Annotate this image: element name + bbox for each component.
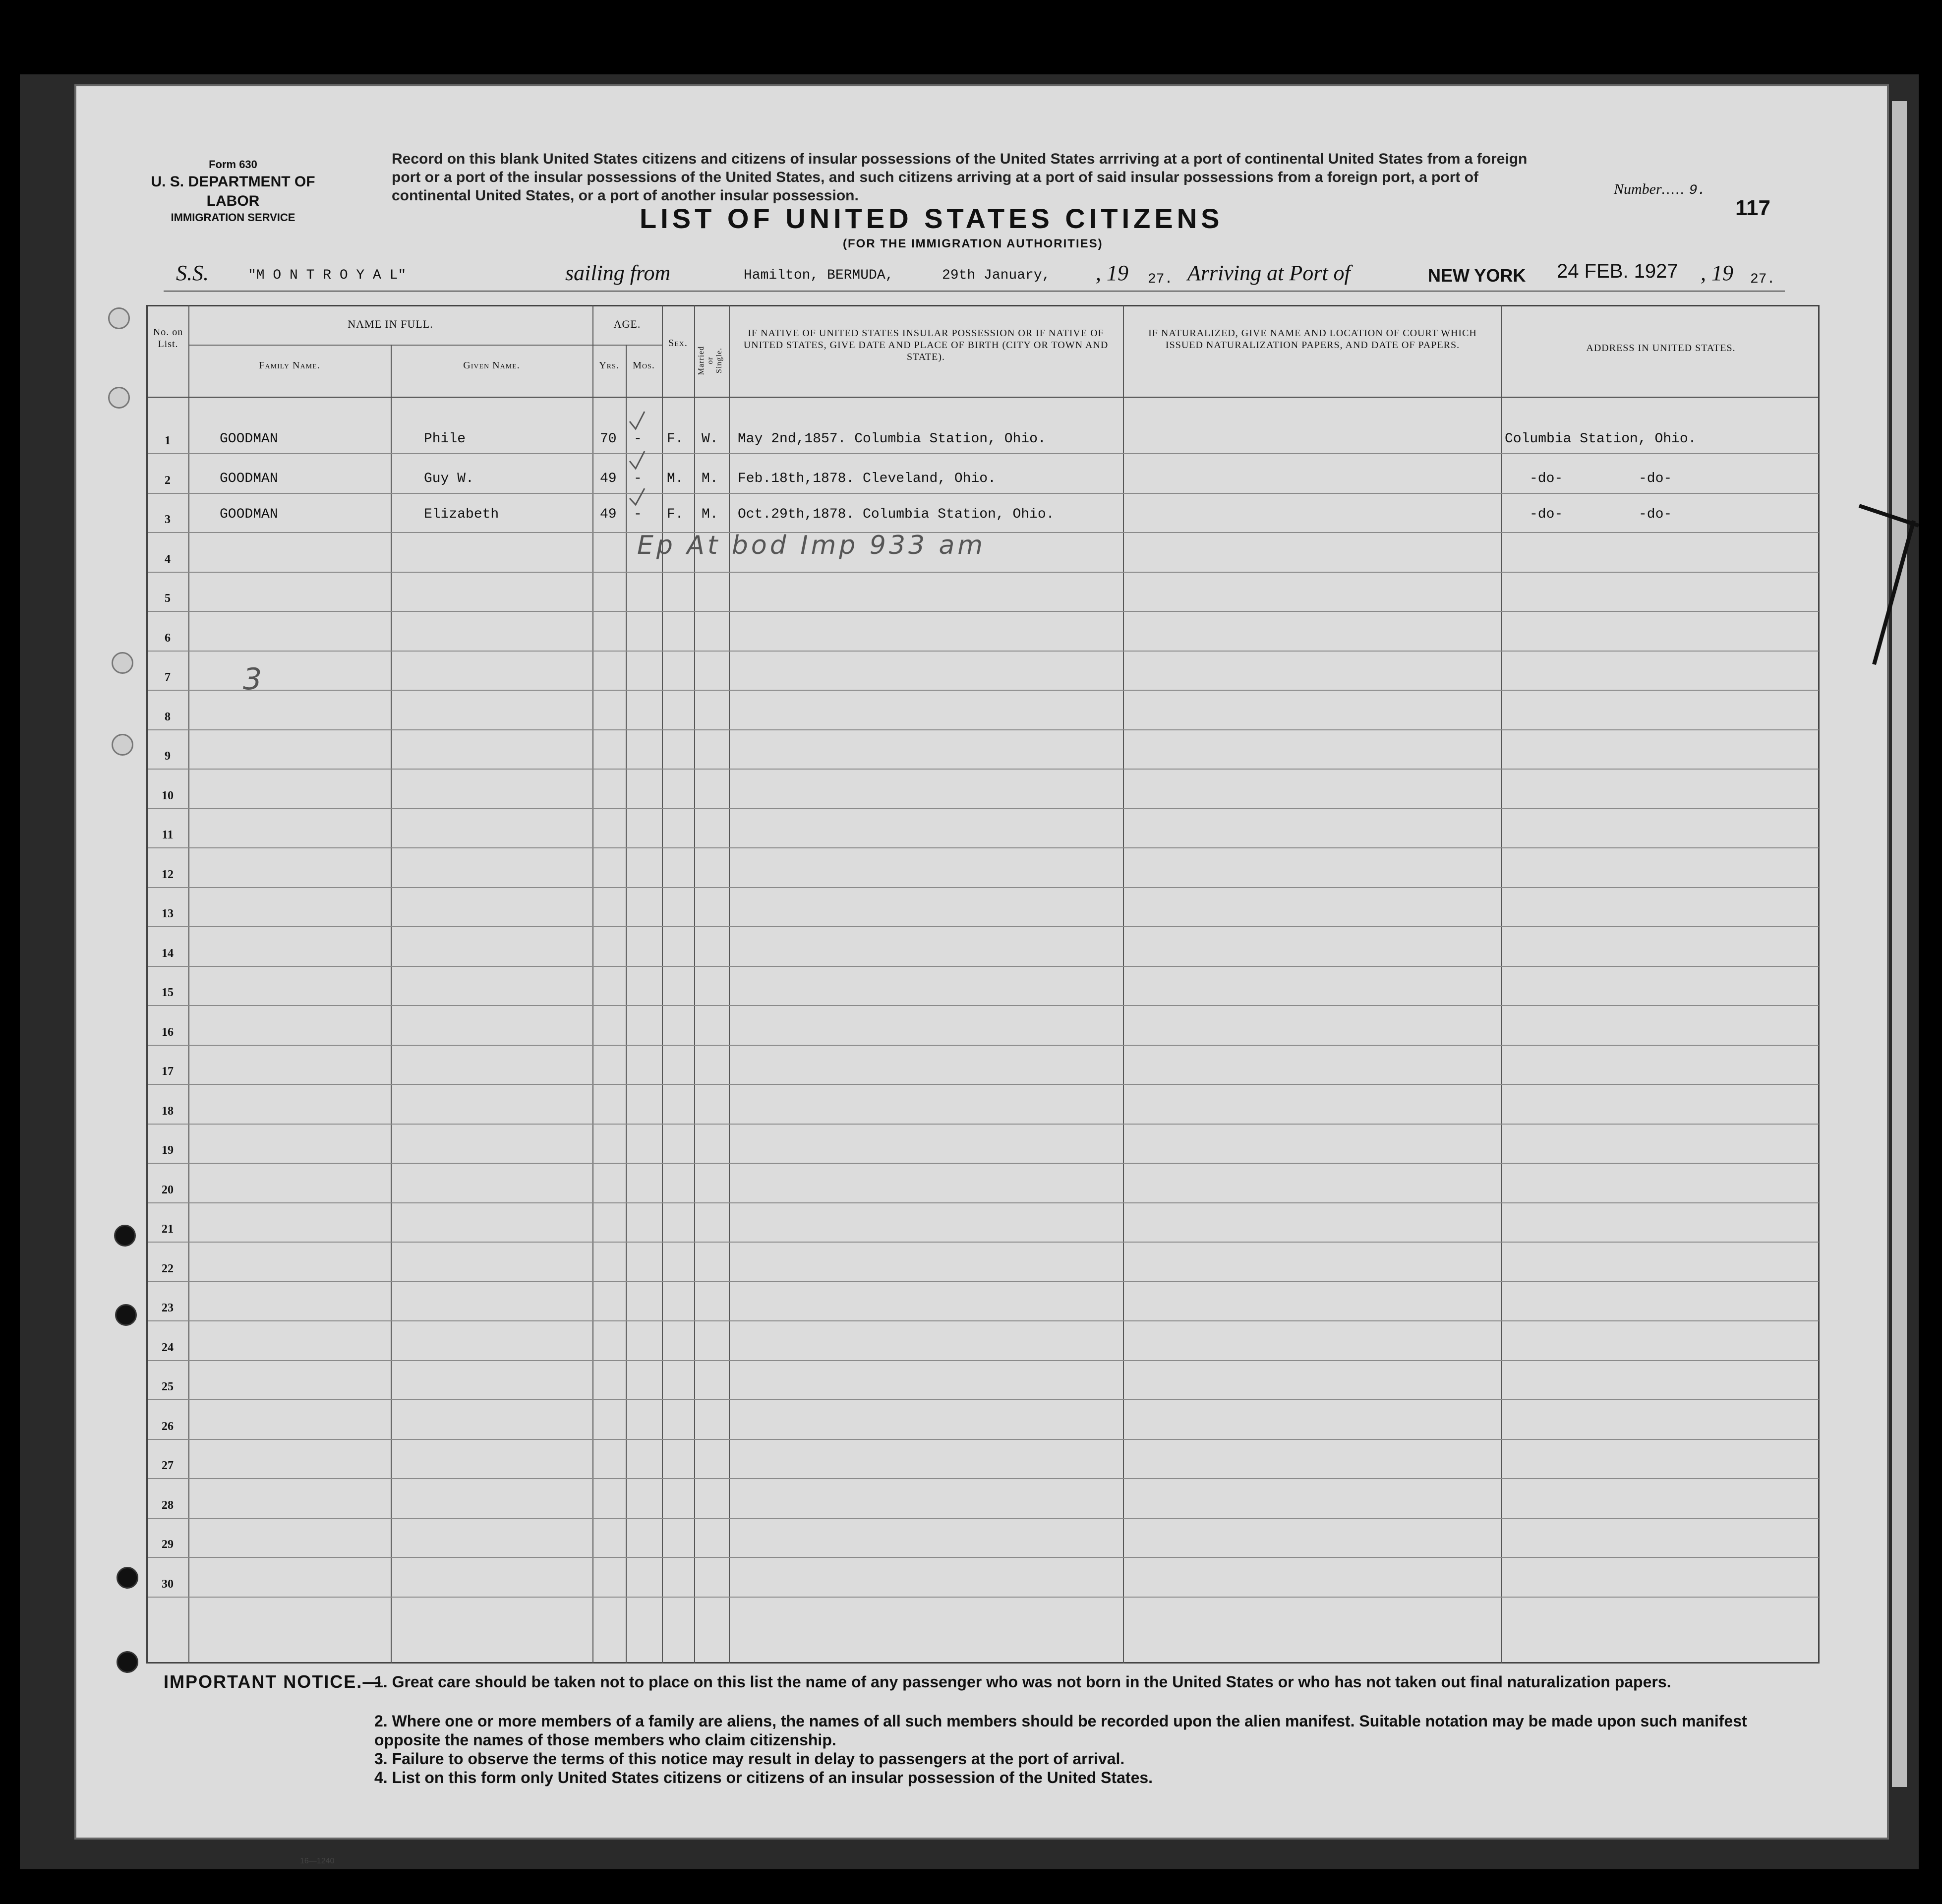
row-rule	[148, 572, 1819, 573]
ship-name: "M O N T R O Y A L"	[248, 268, 407, 283]
col-header-name: NAME IN FULL.	[348, 318, 433, 330]
age-months-cell: -	[634, 507, 642, 522]
birth-info-cell: May 2nd,1857. Columbia Station, Ohio.	[738, 431, 1046, 447]
row-number: 6	[165, 631, 171, 645]
row-rule	[148, 729, 1819, 730]
row-rule	[148, 1597, 1819, 1598]
row-number: 18	[162, 1104, 174, 1118]
age-years-cell: 70	[600, 431, 617, 447]
document-title: LIST OF UNITED STATES CITIZENS	[640, 203, 1224, 234]
col-header-birth: IF NATIVE OF UNITED STATES INSULAR POSSESSION OR IF NATIVE OF UNITED STATES, GIVE DATE AND PLACE OF BIRTH (CITY OR TOWN AND STATE).	[743, 328, 1109, 362]
col-divider	[391, 345, 392, 1664]
address-cell: -do-	[1530, 471, 1563, 486]
row-number: 13	[162, 907, 174, 920]
row-rule	[148, 1360, 1819, 1361]
notice-item-4: 4. List on this form only United States citizens or citizens of an insular possession of the United States.	[374, 1769, 1153, 1786]
col-header-sex: Sex.	[668, 338, 688, 349]
age-years-cell: 49	[600, 507, 617, 522]
row-rule	[148, 1399, 1819, 1400]
row-number: 9	[165, 750, 171, 763]
row-number: 17	[162, 1065, 174, 1078]
marital-status-cell: M.	[702, 507, 718, 522]
row-rule	[148, 1478, 1819, 1479]
address-cell: Columbia Station, Ohio.	[1505, 431, 1697, 447]
binder-hole	[115, 1304, 137, 1326]
row-number: 15	[162, 986, 174, 999]
row-rule	[148, 966, 1819, 967]
col-divider	[1123, 305, 1124, 1664]
birth-info-cell: Feb.18th,1878. Cleveland, Ohio.	[738, 471, 996, 486]
handwritten-annotation: Ep At bod Imp 933 am	[637, 531, 986, 560]
arrival-year: 27.	[1750, 272, 1775, 287]
row-number: 12	[162, 868, 174, 881]
number-value: 9.	[1689, 183, 1706, 198]
notice-item-1: 1. Great care should be taken not to place on this list the name of any passenger who was not born in the United States or who has not taken out final naturalization papers.	[374, 1673, 1671, 1691]
row-number: 20	[162, 1183, 174, 1196]
row-rule	[148, 611, 1819, 612]
family-name-cell: GOODMAN	[220, 431, 278, 447]
col-divider	[626, 345, 627, 1664]
col-header-married: Married or Single.	[697, 346, 723, 375]
row-number: 16	[162, 1025, 174, 1039]
col-header-age: AGE.	[613, 318, 641, 330]
form-issuer-block	[134, 158, 332, 225]
margin-scribble	[1854, 496, 1924, 674]
col-divider	[662, 305, 663, 1664]
sex-cell: F.	[667, 431, 684, 447]
row-number: 21	[162, 1223, 174, 1236]
row-rule	[148, 1518, 1819, 1519]
col-header-mos: Mos.	[633, 360, 655, 371]
row-number: 27	[162, 1459, 174, 1472]
number-label: Number	[1614, 181, 1662, 197]
row-number: 10	[162, 789, 174, 802]
age-months-cell: -	[634, 431, 642, 447]
given-name-cell: Guy W.	[424, 471, 474, 486]
col-divider	[694, 305, 695, 1664]
row-number: 24	[162, 1341, 174, 1354]
row-rule	[148, 493, 1819, 494]
col-divider	[188, 305, 189, 1664]
sheet-edge	[1892, 101, 1907, 1787]
row-rule	[148, 1439, 1819, 1440]
binder-hole	[117, 1651, 138, 1673]
document-subtitle: (FOR THE IMMIGRATION AUTHORITIES)	[843, 237, 1103, 250]
col-header-naturalized: IF NATURALIZED, GIVE NAME AND LOCATION OF COURT WHICH ISSUED NATURALIZATION PAPERS, AND DATE OF PAPERS.	[1148, 328, 1477, 351]
row-number: 19	[162, 1144, 174, 1157]
binder-hole	[108, 387, 130, 409]
row-rule	[148, 808, 1819, 809]
row-rule	[148, 651, 1819, 652]
col-header-address: ADDRESS IN UNITED STATES.	[1586, 343, 1736, 354]
notice-item-2: 2. Where one or more members of a family are aliens, the names of all such members should be recorded upon the alien manifest. Suitable notation may be made upon such manifest opposite the names of those members who claim citizenship.	[374, 1712, 1747, 1749]
row-rule	[148, 1202, 1819, 1203]
col-divider	[729, 305, 730, 1664]
sex-cell: F.	[667, 507, 684, 522]
arriving-label: Arriving at Port of	[1187, 261, 1351, 285]
row-number: 2	[165, 474, 171, 487]
header-instructions: Record on this blank United States citizens and citizens of insular possessions of the United States arrriving at a port of continental United States from a foreign port or a port of the insular possessions of the United States, and such citizens arriving at a port of said insular possessions from a foreign port, a port of continental United States, or a port of another insular possession.	[392, 151, 1528, 204]
col-header-yrs: Yrs.	[599, 360, 619, 371]
sailing-port: Hamilton, BERMUDA,	[744, 268, 894, 283]
row-number: 3	[165, 513, 171, 526]
sailing-date: 29th January,	[942, 268, 1051, 283]
marital-status-cell: W.	[702, 431, 718, 447]
row-rule	[148, 453, 1819, 454]
form-number: Form 630	[209, 158, 257, 171]
row-rule	[148, 690, 1819, 691]
header-bottom-rule	[146, 397, 1820, 398]
row-rule	[148, 1163, 1819, 1164]
row-number: 30	[162, 1577, 174, 1591]
binder-hole	[112, 734, 133, 756]
voyage-underline	[164, 291, 1785, 292]
row-rule	[148, 1281, 1819, 1282]
notice-item-3: 3. Failure to observe the terms of this notice may result in delay to passengers at the port of arrival.	[374, 1750, 1125, 1768]
row-number: 23	[162, 1302, 174, 1314]
sailing-year: 27.	[1148, 272, 1173, 287]
row-rule	[148, 769, 1819, 770]
row-rule	[148, 847, 1819, 848]
col-header-no: No. on List.	[153, 327, 183, 350]
col-header-family: Family Name.	[259, 360, 320, 371]
col-divider	[1501, 305, 1502, 1664]
row-number: 29	[162, 1538, 174, 1551]
service-name: IMMIGRATION SERVICE	[171, 211, 295, 224]
age-years-cell: 49	[600, 471, 617, 486]
binder-hole	[112, 652, 133, 674]
row-rule	[148, 1045, 1819, 1046]
row-rule	[148, 1242, 1819, 1243]
row-number: 5	[165, 592, 171, 605]
col-header-given: Given Name.	[463, 360, 520, 371]
birth-info-cell: Oct.29th,1878. Columbia Station, Ohio.	[738, 507, 1055, 522]
row-rule	[148, 1557, 1819, 1558]
sailing-label: sailing from	[565, 261, 671, 285]
row-number: 1	[165, 434, 171, 447]
row-number: 11	[162, 829, 174, 841]
marital-status-cell: M.	[702, 471, 718, 486]
row-number: 28	[162, 1498, 174, 1512]
handwritten-tally: 3	[243, 662, 262, 697]
row-rule	[148, 1124, 1819, 1125]
address-state-cell: -do-	[1639, 507, 1672, 522]
notice-heading: IMPORTANT NOTICE.—	[164, 1671, 382, 1692]
row-number: 4	[165, 552, 171, 566]
footer-code: 16—1240	[300, 1857, 335, 1865]
sailing-year-prefix: , 19	[1096, 261, 1128, 285]
check-marks	[625, 407, 664, 506]
age-group-rule	[592, 345, 662, 346]
row-number: 8	[165, 710, 171, 723]
age-months-cell: -	[634, 471, 642, 486]
address-cell: -do-	[1530, 507, 1563, 522]
row-rule	[148, 887, 1819, 888]
family-name-cell: GOODMAN	[220, 507, 278, 522]
row-rule	[148, 1084, 1819, 1085]
binder-hole	[117, 1567, 138, 1589]
row-number: 14	[162, 947, 174, 960]
department-name: U. S. DEPARTMENT OF LABOR	[151, 173, 315, 209]
page-number: 117	[1735, 196, 1770, 220]
binder-hole	[108, 307, 130, 329]
ss-label: S.S.	[176, 261, 209, 285]
given-name-cell: Elizabeth	[424, 507, 499, 522]
arrival-year-prefix: , 19	[1701, 261, 1733, 285]
row-number: 26	[162, 1420, 174, 1433]
arrival-port: NEW YORK	[1428, 265, 1526, 286]
number-field: Number..... 9.	[1614, 181, 1706, 198]
given-name-cell: Phile	[424, 431, 466, 447]
row-rule	[148, 926, 1819, 927]
arrival-date-stamp: 24 FEB. 1927	[1557, 260, 1678, 282]
address-state-cell: -do-	[1639, 471, 1672, 486]
family-name-cell: GOODMAN	[220, 471, 278, 486]
col-divider	[592, 305, 593, 1664]
sex-cell: M.	[667, 471, 684, 486]
row-rule	[148, 1005, 1819, 1006]
row-number: 7	[165, 671, 171, 684]
row-rule	[148, 1320, 1819, 1321]
row-number: 22	[162, 1262, 174, 1275]
binder-hole	[114, 1225, 136, 1247]
row-number: 25	[162, 1380, 174, 1393]
